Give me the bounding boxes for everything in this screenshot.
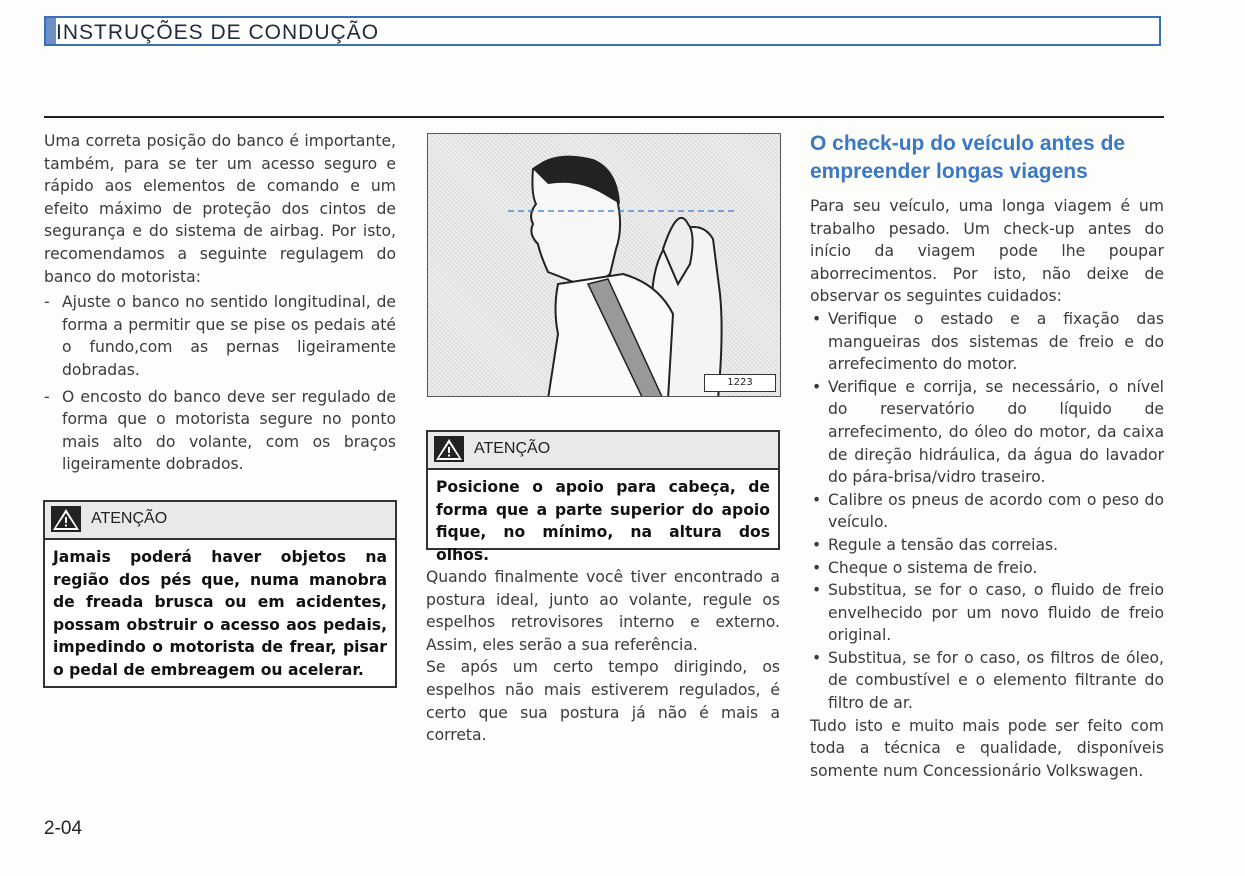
list-item: - Ajuste o banco no sentido longitudinal, de forma a permitir que se pise os pedais até o fundo,com as pernas ligeiramente dobradas.	[44, 291, 396, 381]
list-item: • Substitua, se for o caso, o fluido de freio envelhecido por um novo fluido de freio original.	[810, 579, 1164, 647]
column-mirrors	[426, 566, 780, 747]
column-checkup	[810, 195, 1164, 782]
list-item: • Regule a tensão das correias.	[810, 534, 1164, 557]
warning-triangle-icon	[434, 436, 464, 462]
checkup-intro: Para seu veículo, uma longa viagem é um trabalho pesado. Um check-up antes do início da viagem pode lhe poupar aborrecimentos. Por isto, não deixe de observar os seguintes cuidados:	[810, 197, 1164, 306]
mirrors-paragraph-2: Se após um certo tempo dirigindo, os espelhos não mais estiverem regulados, é certo que sua postura já não é mais a correta.	[426, 658, 780, 745]
warning-label: ATENÇÃO	[474, 440, 551, 457]
section-header	[44, 16, 1161, 46]
list-item: • Verifique o estado e a fixação das mangueiras dos sistemas de freio e do arrefecimento do motor.	[810, 308, 1164, 376]
list-item: - O encosto do banco deve ser regulado de forma que o motorista segure no ponto mais alto do volante, com os braços ligeiramente dobrados.	[44, 386, 396, 476]
seat-intro-paragraph: Uma correta posição do banco é importante, também, para se ter um acesso seguro e rápido aos elementos de comando e um efeito máximo de proteção dos cintos de segurança e do sistema de airbag. Por isto, recomendamos a seguinte regulagem do banco do motorista:	[44, 132, 396, 286]
checkup-outro: Tudo isto e muito mais pode ser feito com toda a técnica e qualidade, disponíveis somente num Concessionário Volkswagen.	[810, 716, 1164, 780]
figure-number: 1223	[704, 374, 776, 392]
list-item: • Cheque o sistema de freio.	[810, 557, 1164, 580]
checkup-title: O check-up do veículo antes de empreender longas viagens	[810, 132, 1126, 183]
headrest-drawing	[428, 134, 781, 397]
divider-rule	[44, 116, 1164, 118]
warning-box-pedals	[43, 500, 397, 688]
list-item: • Calibre os pneus de acordo com o peso do veículo.	[810, 489, 1164, 534]
warning-text: Jamais poderá haver objetos na região dos pés que, numa manobra de freada brusca ou em acidentes, possam obstruir o acesso aos pedais, impedindo o motorista de frear, pisar o pedal de embreagem ou acelerar.	[53, 548, 387, 679]
warning-text: Posicione o apoio para cabeça, de forma que a parte superior do apoio fique, no mínimo, na altura dos olhos.	[436, 478, 770, 564]
warning-label: ATENÇÃO	[91, 510, 168, 527]
column-seat-adjustment	[44, 130, 396, 476]
warning-triangle-icon	[51, 506, 81, 532]
list-item: • Substitua, se for o caso, os filtros de óleo, de combustível e o elemento filtrante do filtro de ar.	[810, 647, 1164, 715]
section-title: INSTRUÇÕES DE CONDUÇÃO	[56, 21, 380, 44]
mirrors-paragraph: Quando finalmente você tiver encontrado a postura ideal, junto ao volante, regule os espelhos retrovisores interno e externo. Assim, eles serão a sua referência.	[426, 568, 780, 654]
warning-box-headrest	[426, 430, 780, 564]
driver-headrest-illustration	[427, 133, 781, 397]
page-number: 2-04	[44, 818, 83, 839]
list-item: • Verifique e corrija, se necessário, o nível do reservatório do líquido de arrefecimento, do óleo do motor, da caixa de direção hidráulica, da água do lavador do pára-brisa/vidro traseiro.	[810, 376, 1164, 489]
header-tab	[46, 18, 56, 44]
warning-header	[428, 432, 778, 470]
warning-header	[45, 502, 395, 540]
